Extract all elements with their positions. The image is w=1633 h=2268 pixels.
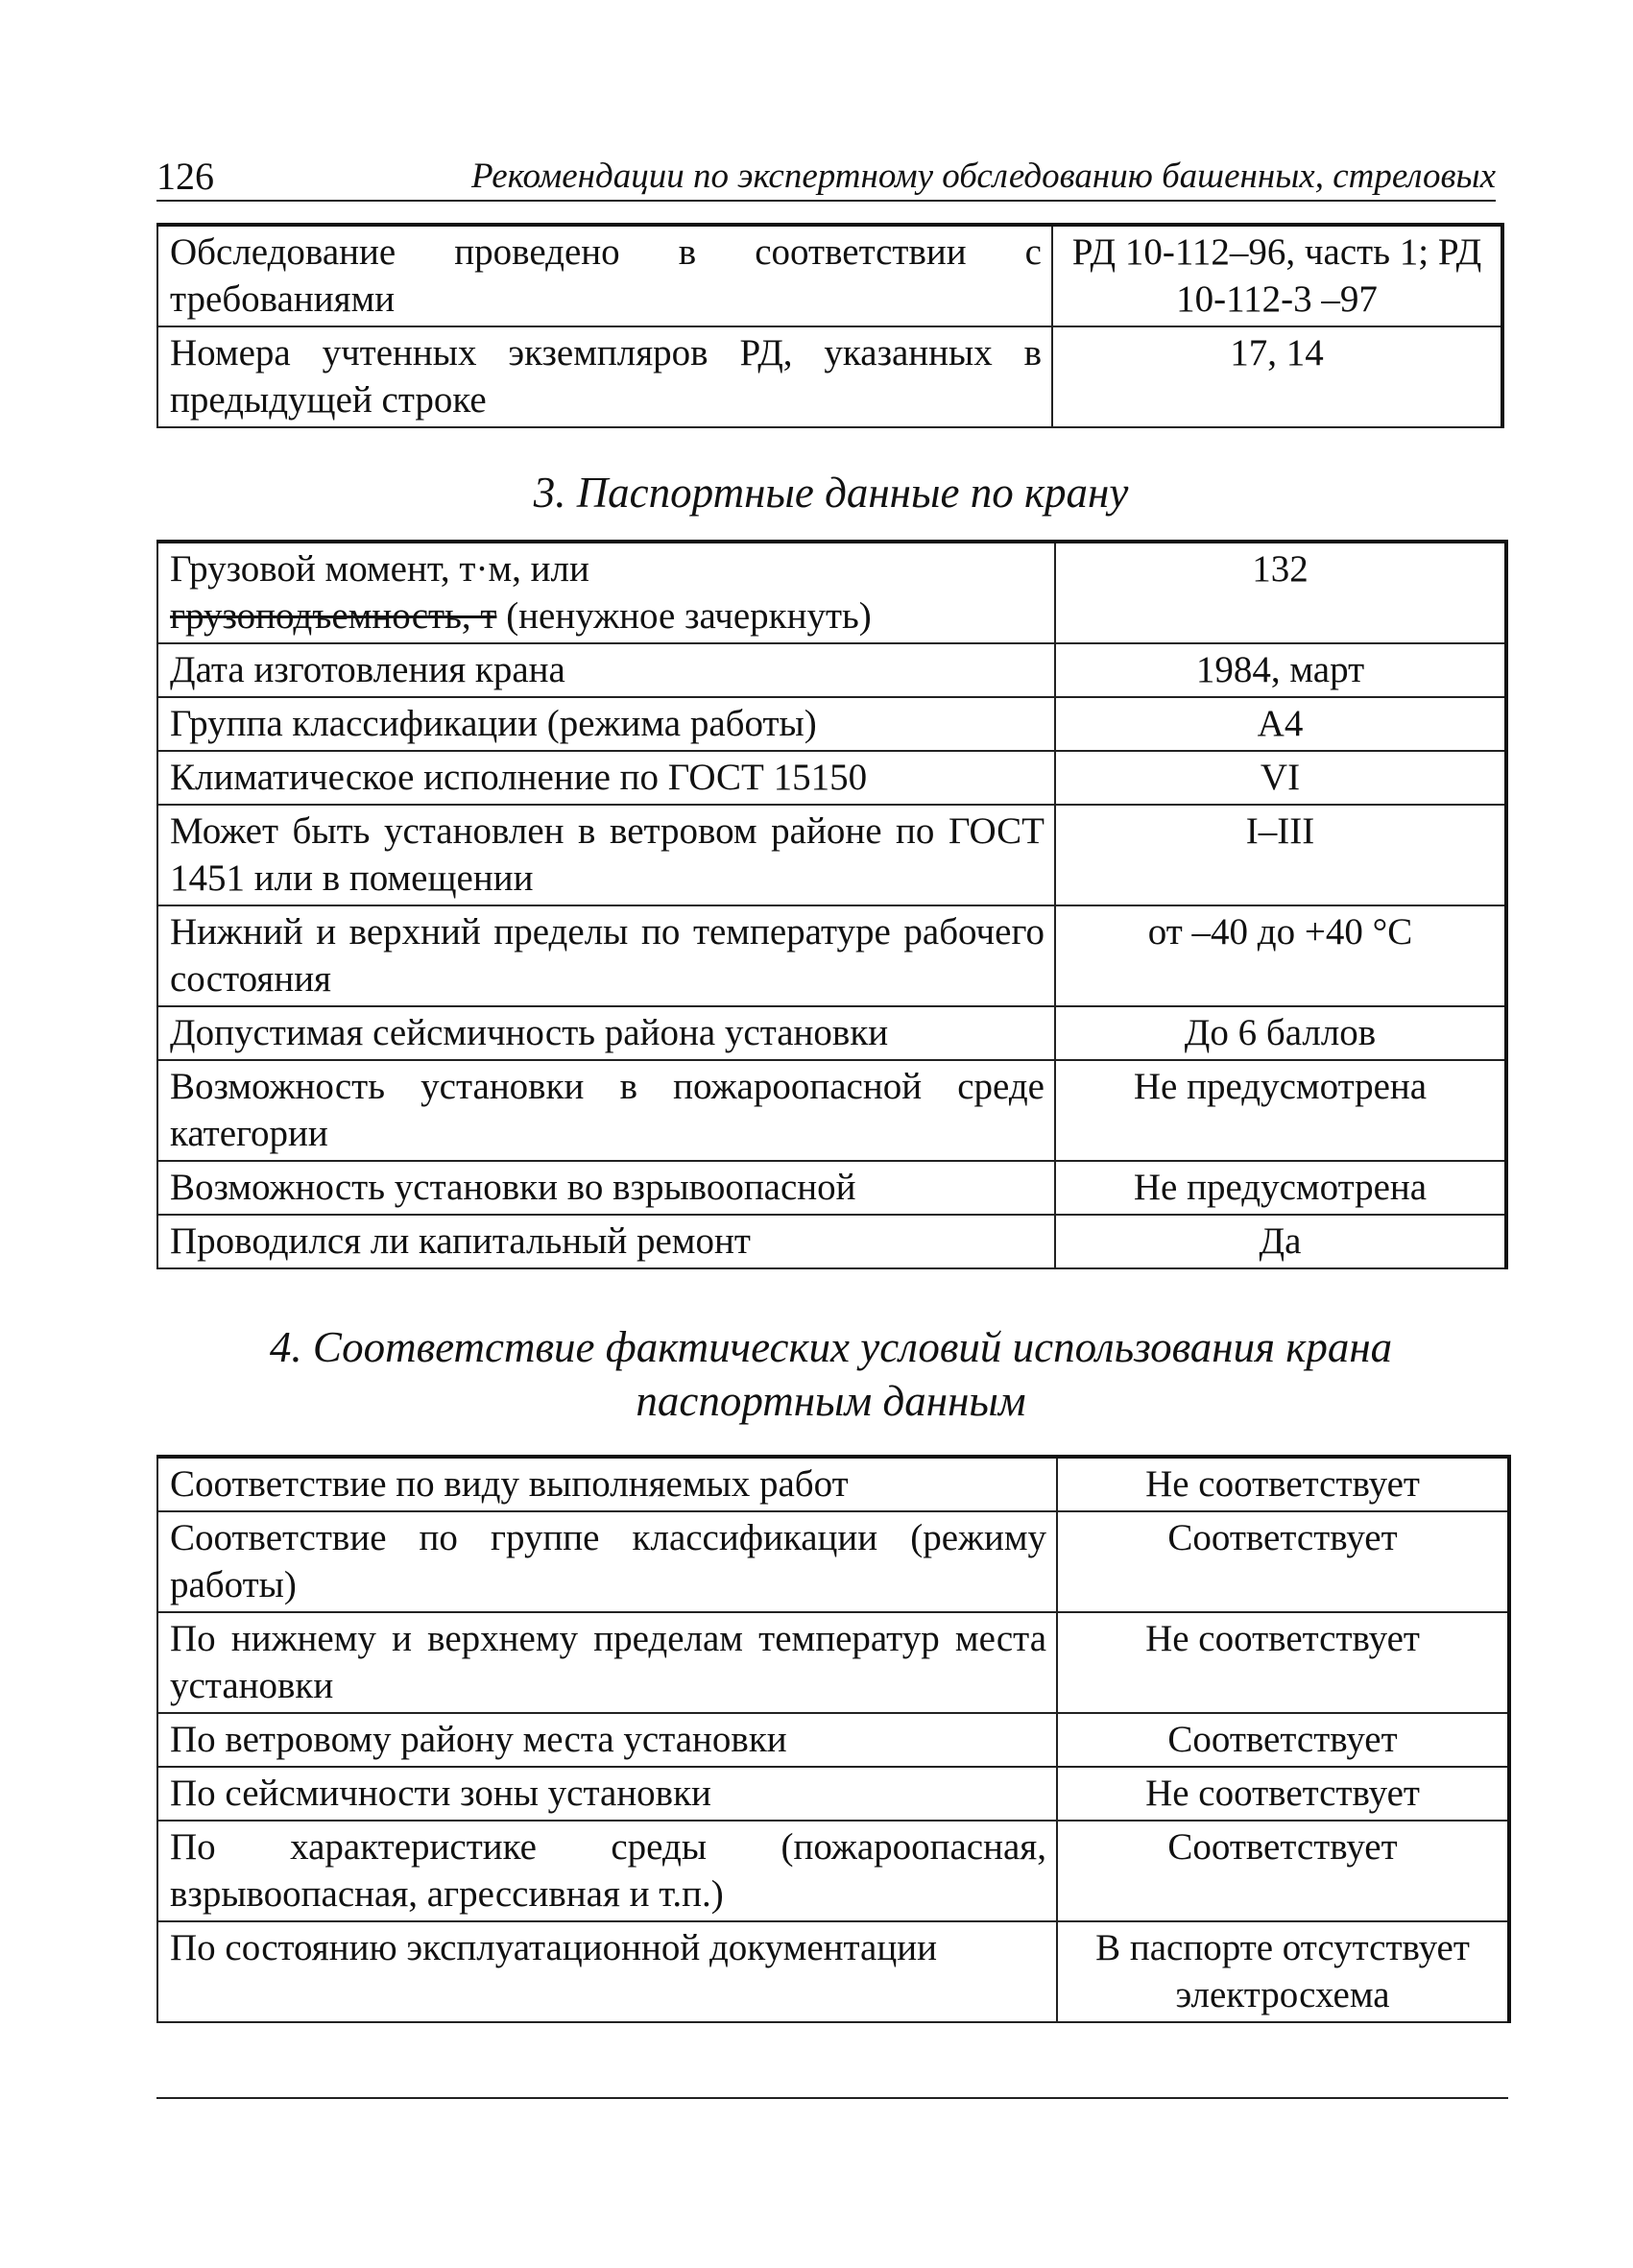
row-value: Соответствует	[1057, 1713, 1509, 1767]
row-label: Дата изготовления крана	[157, 643, 1055, 697]
row-label: По характеристике среды (пожароопасная, взрывоопасная, агрессивная и т.п.)	[157, 1821, 1057, 1921]
section-3-title: 3. Паспортные данные по крану	[533, 469, 1129, 517]
footer-rule	[156, 2097, 1508, 2099]
table-row	[157, 1821, 1509, 1921]
table-row	[157, 1060, 1506, 1161]
row-value: Не предусмотрена	[1055, 1060, 1506, 1161]
row-value: А4	[1055, 697, 1506, 751]
row-label-tail: (ненужное зачеркнуть)	[496, 595, 872, 637]
row-value: 1984, март	[1055, 643, 1506, 697]
section-4-title	[156, 1320, 1505, 1428]
struck-text: грузоподъемность, т	[170, 595, 497, 637]
table-row	[157, 751, 1506, 805]
table-row	[157, 1511, 1509, 1612]
row-label: По сейсмичности зоны установки	[157, 1767, 1057, 1821]
page-number: 126	[156, 155, 214, 198]
row-value: Не соответствует	[1057, 1457, 1509, 1511]
row-value: Соответствует	[1057, 1511, 1509, 1612]
table-row	[157, 1161, 1506, 1215]
row-value: Не соответствует	[1057, 1612, 1509, 1713]
row-value: РД 10-112–96, часть 1; РД 10-112-3 –97	[1052, 225, 1502, 326]
row-label-line: Грузовой момент, т·м, или	[170, 548, 589, 590]
page-header	[156, 152, 1496, 202]
row-value: Да	[1055, 1215, 1506, 1268]
row-value: Не предусмотрена	[1055, 1161, 1506, 1215]
row-label: Допустимая сейсмичность района установки	[157, 1006, 1055, 1060]
row-label: Номера учтенных экземпляров РД, указанных в предыдущей строке	[157, 326, 1052, 427]
table-row	[157, 905, 1506, 1006]
compliance-table	[156, 1455, 1511, 2023]
row-value: В паспорте отсутствует электросхема	[1057, 1921, 1509, 2022]
survey-basis-table	[156, 223, 1504, 428]
section-4-title-line: паспортным данным	[636, 1377, 1026, 1425]
row-label: Группа классификации (режима работы)	[157, 697, 1055, 751]
table-row	[157, 1457, 1509, 1511]
table-row	[157, 643, 1506, 697]
row-value: 17, 14	[1052, 326, 1502, 427]
table-row	[157, 805, 1506, 905]
table-row	[157, 326, 1502, 427]
row-label	[157, 542, 1055, 643]
row-label: По ветровому району места установки	[157, 1713, 1057, 1767]
row-label: Возможность установки в пожароопасной среде категории	[157, 1060, 1055, 1161]
section-4-title-line: 4. Соответствие фактических условий использования крана	[269, 1323, 1393, 1371]
row-label: Нижний и верхний пределы по температуре рабочего состояния	[157, 905, 1055, 1006]
row-value: I–III	[1055, 805, 1506, 905]
row-label: По состоянию эксплуатационной документации	[157, 1921, 1057, 2022]
row-label: Возможность установки во взрывоопасной	[157, 1161, 1055, 1215]
row-value: 132	[1055, 542, 1506, 643]
table-row	[157, 1921, 1509, 2022]
row-label: Соответствие по группе классификации (режиму работы)	[157, 1511, 1057, 1612]
row-label: Обследование проведено в соответствии с требованиями	[157, 225, 1052, 326]
row-value: До 6 баллов	[1055, 1006, 1506, 1060]
row-label: Проводился ли капитальный ремонт	[157, 1215, 1055, 1268]
table-row	[157, 697, 1506, 751]
row-label: Соответствие по виду выполняемых работ	[157, 1457, 1057, 1511]
row-value: Соответствует	[1057, 1821, 1509, 1921]
row-label: Климатическое исполнение по ГОСТ 15150	[157, 751, 1055, 805]
table-row	[157, 1767, 1509, 1821]
passport-data-table	[156, 540, 1508, 1269]
running-title: Рекомендации по экспертному обследованию башенных, стреловых	[470, 157, 1496, 196]
table-row	[157, 1713, 1509, 1767]
row-value: VI	[1055, 751, 1506, 805]
table-row	[157, 225, 1502, 326]
table-row	[157, 542, 1506, 643]
row-label: По нижнему и верхнему пределам температур места установки	[157, 1612, 1057, 1713]
table-row	[157, 1006, 1506, 1060]
row-label: Может быть установлен в ветровом районе по ГОСТ 1451 или в помещении	[157, 805, 1055, 905]
table-row	[157, 1215, 1506, 1268]
table-row	[157, 1612, 1509, 1713]
row-value: Не соответствует	[1057, 1767, 1509, 1821]
row-value: от –40 до +40 °С	[1055, 905, 1506, 1006]
